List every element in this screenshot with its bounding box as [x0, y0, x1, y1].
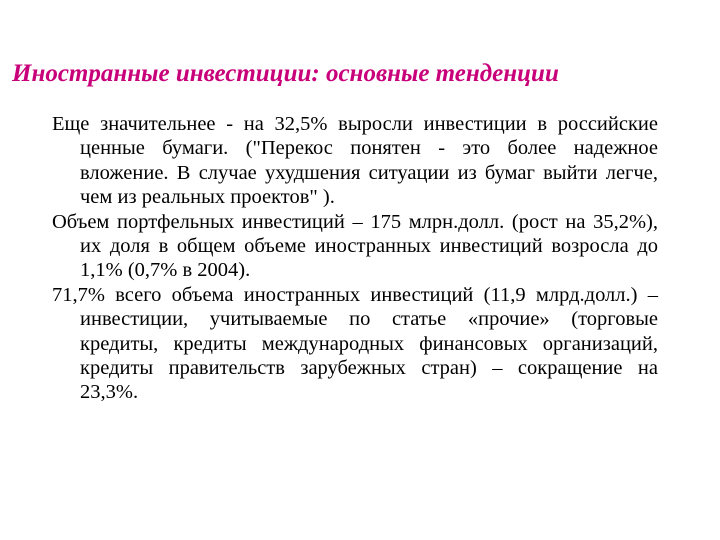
slide-title: Иностранные инвестиции: основные тенденции: [12, 60, 559, 87]
slide-body: [52, 112, 658, 405]
paragraph-securities: Еще значительнее - на 32,5% выросли инвестиции в российские ценные бумаги. ("Перекос понятен - это более надежное вложение. В случае ухудшения ситуации из бумаг выйти легче, чем из реальных проектов" ).: [52, 113, 658, 209]
paragraph-other-investments: 71,7% всего объема иностранных инвестиций (11,9 млрд.долл.) – инвестиции, учитываемые по статье «прочие» (торговые кредиты, кредиты международных финансовых организаций, кредиты правительств зарубежных стран) – сокращение на 23,3%.: [52, 283, 658, 404]
paragraph-portfolio: Объем портфельных инвестиций – 175 млрн.долл. (рост на 35,2%), их доля в общем объеме иностранных инвестиций возросла до 1,1% (0,7% в 2004).: [52, 210, 658, 282]
